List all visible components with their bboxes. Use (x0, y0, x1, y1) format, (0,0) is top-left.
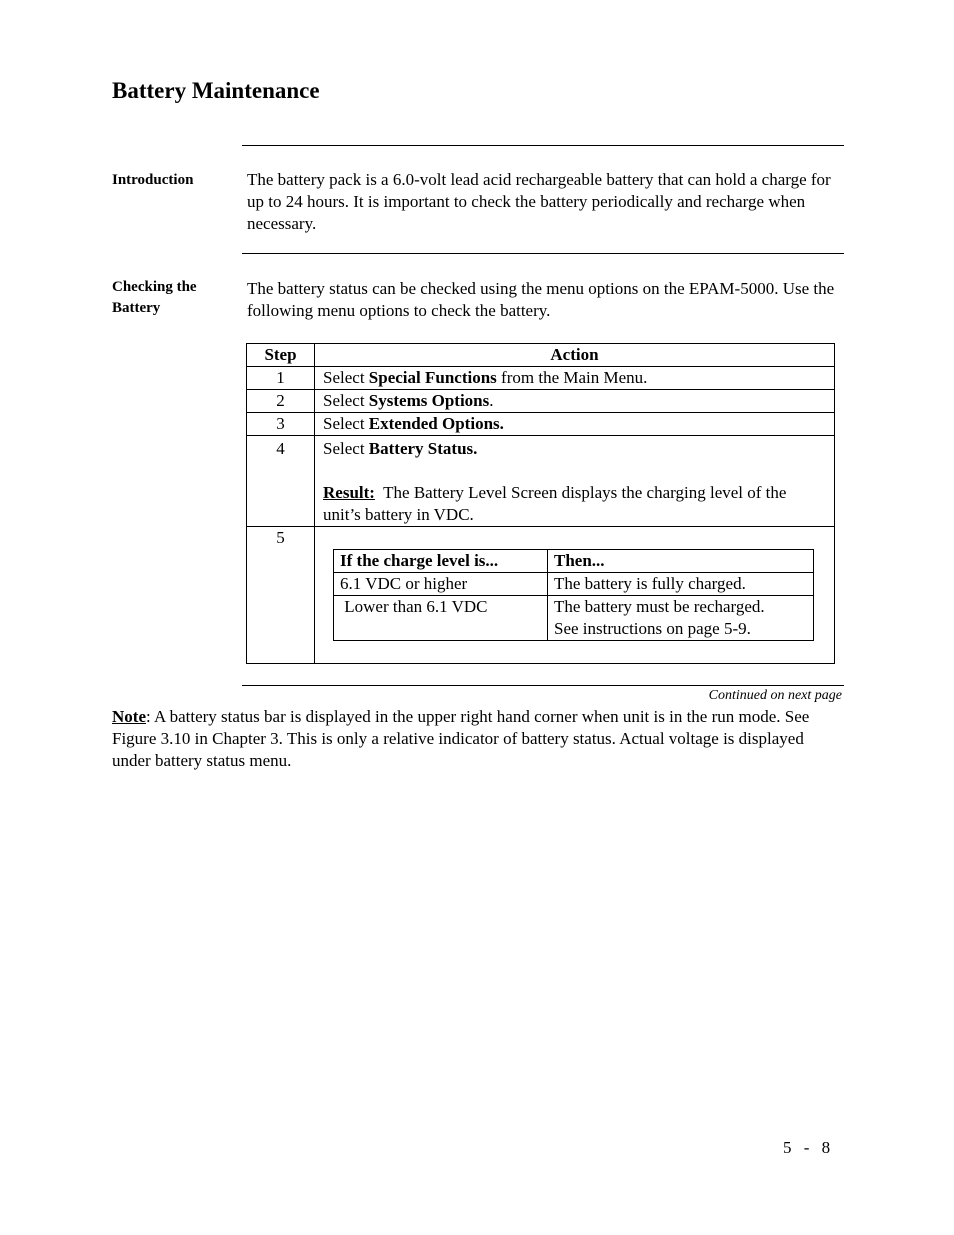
action-text: . (489, 391, 494, 410)
table-row (247, 367, 835, 390)
introduction-text: The battery pack is a 6.0-volt lead acid rechargeable battery that can hold a charge for up to 24 hours. It is important to check the battery periodically and recharge when necessary. (247, 170, 831, 233)
action-bold-text: Battery Status. (368, 439, 478, 458)
header-step: Step (247, 344, 315, 367)
action-bold-text: Extended Options. (368, 414, 504, 433)
condition-then (548, 573, 814, 596)
action-text: Select (323, 439, 369, 458)
header-if: If the charge level is... (334, 550, 548, 573)
step-number: 5 (247, 527, 315, 664)
step-action (315, 367, 835, 390)
table-row (334, 596, 814, 641)
divider-bottom (242, 685, 844, 686)
checking-label (112, 277, 232, 319)
checking-text: The battery status can be checked using the menu options on the EPAM-5000. Use the following menu options to check the battery. (247, 279, 835, 320)
condition-if: Lower than 6.1 VDC (334, 596, 548, 641)
step-number: 2 (247, 390, 315, 413)
note-text: : A battery status bar is displayed in the upper right hand corner when unit is in the run mode. See Figure 3.10 in Chapter 3. This is only a relative indicator of battery status. Actual voltage is displayed under battery status menu. (112, 707, 810, 770)
then-line: The battery must be recharged. (554, 597, 765, 616)
table-row (247, 413, 835, 436)
continued-note: Continued on next page (708, 688, 842, 703)
introduction-label: Introduction (112, 172, 194, 188)
action-bold-text: Systems Options (368, 391, 490, 410)
step-action (315, 527, 835, 664)
result-text: The Battery Level Screen displays the charging level of the unit’s battery in VDC. (323, 483, 791, 524)
condition-header-row (334, 550, 814, 573)
header-then: Then... (548, 550, 814, 573)
steps-header-row (247, 344, 835, 367)
result-label: Result: (323, 483, 375, 502)
page-title: Battery Maintenance (112, 78, 320, 103)
checking-label-line2: Battery (112, 300, 161, 316)
then-line: The battery is fully charged. (554, 574, 746, 593)
action-text: from the Main Menu. (496, 368, 648, 387)
table-row (247, 436, 835, 527)
condition-if: 6.1 VDC or higher (334, 573, 548, 596)
action-text: Select (323, 391, 369, 410)
divider-top (242, 145, 844, 146)
action-text: Select (323, 368, 369, 387)
condition-then (548, 596, 814, 641)
checking-label-line1: Checking the (112, 279, 197, 295)
action-bold-text: Special Functions (368, 368, 497, 387)
page-number: 5 - 8 (783, 1138, 831, 1157)
spacer (323, 460, 828, 482)
action-text: Select (323, 414, 369, 433)
step-number: 4 (247, 436, 315, 527)
step-number: 3 (247, 413, 315, 436)
step-action (315, 413, 835, 436)
table-row (334, 573, 814, 596)
divider-middle (242, 253, 844, 254)
action-line (323, 438, 828, 460)
then-line: See instructions on page 5-9. (554, 619, 751, 638)
note-label: Note (112, 707, 146, 726)
table-row (247, 390, 835, 413)
step-number: 1 (247, 367, 315, 390)
steps-table (246, 343, 835, 664)
header-action: Action (315, 344, 835, 367)
table-row (247, 527, 835, 664)
condition-table (333, 549, 814, 641)
result-line (323, 482, 828, 526)
step-action (315, 436, 835, 527)
note-paragraph (112, 706, 832, 772)
step-action (315, 390, 835, 413)
